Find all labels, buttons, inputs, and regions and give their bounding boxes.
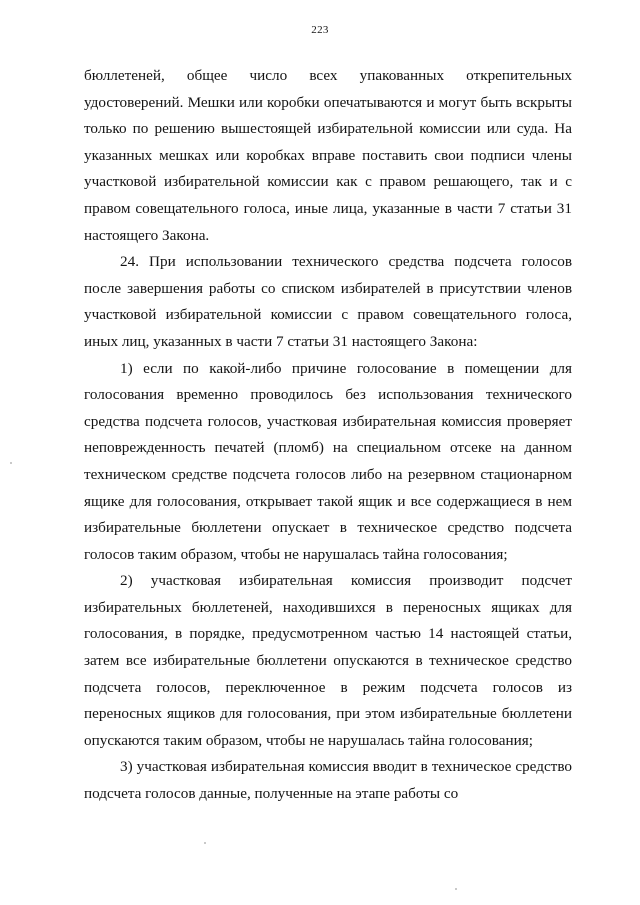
paragraph-item-24: 24. При использовании технического средства подсчета голосов после завершения работы со списком избирателей в присутствии членов участковой избирательной комиссии с правом совещательного голоса, иных лиц, указанных в части 7 статьи 31 настоящего Закона: bbox=[84, 253, 572, 350]
page-number: 223 bbox=[311, 24, 329, 36]
paragraph-continuation: бюллетеней, общее число всех упакованных открепительных удостоверений. Мешки или коробки опечатываются и могут быть вскрыты только по решению вышестоящей избирательной комиссии или суда. На указанных мешках или коробках вправе поставить свои подписи члены участковой избирательной комиссии как с правом решающего, так и с правом совещательного голоса, иные лица, указанные в части 7 статьи 31 настоящего Закона. bbox=[84, 67, 572, 244]
paragraph-subitem-2: 2) участковая избирательная комиссия производит подсчет избирательных бюллетеней, находившихся в переносных ящиках для голосования, в порядке, предусмотренном частью 14 настоящей статьи, затем все избирательные бюллетени опускаются в техническое средство подсчета голосов, переключенное в режим подсчета голосов из переносных ящиков для голосования, при этом избирательные бюллетени опускаются таким образом, чтобы не нарушалась тайна голосования; bbox=[84, 572, 572, 749]
paragraph-subitem-1: 1) если по какой-либо причине голосование в помещении для голосования временно проводилось без использования технического средства подсчета голосов, участковая избирательная комиссия проверяет неповрежденность печатей (пломб) на специальном отсеке на данном техническом средстве подсчета голосов либо на резервном стационарном ящике для голосования, открывает такой ящик и все содержащиеся в нем избирательные бюллетени опускает в техническое средство подсчета голосов таким образом, чтобы не нарушалась тайна голосования; bbox=[84, 359, 572, 563]
scan-speck bbox=[204, 842, 206, 844]
scan-speck bbox=[455, 888, 457, 890]
paragraph-subitem-3: 3) участковая избирательная комиссия вводит в техническое средство подсчета голосов данные, полученные на этапе работы со bbox=[84, 758, 572, 803]
scan-speck bbox=[10, 462, 12, 464]
document-body bbox=[84, 63, 572, 808]
